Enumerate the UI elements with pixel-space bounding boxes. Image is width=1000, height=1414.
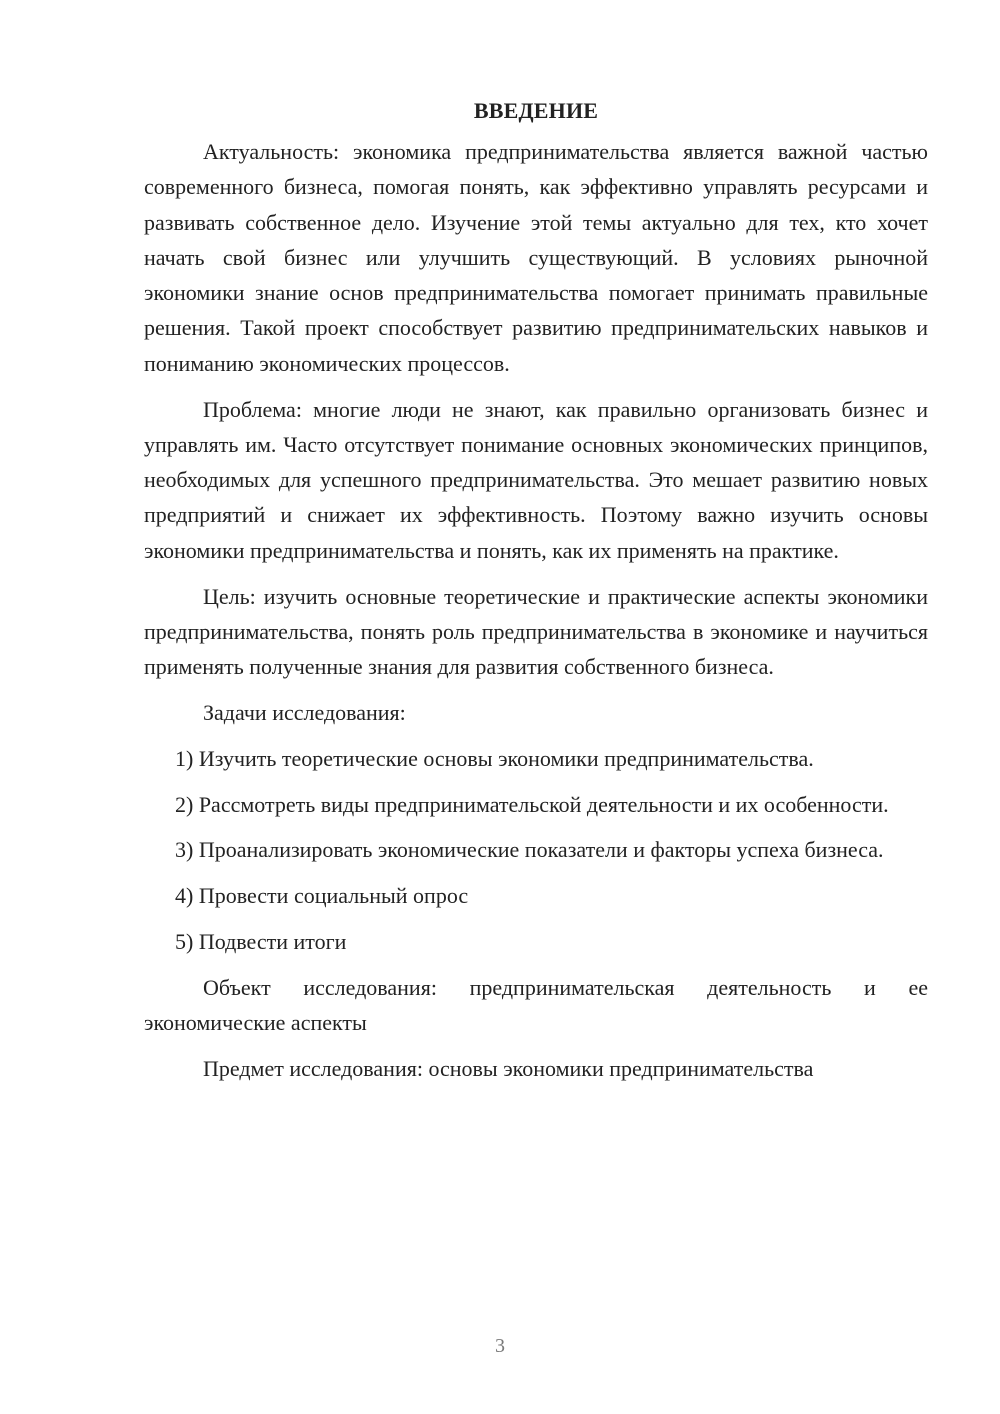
task-item-1: 1) Изучить теоретические основы экономики предпринимательства.	[175, 745, 814, 771]
task-item-2: 2) Рассмотреть виды предпринимательской деятельности и их особенности.	[175, 791, 889, 817]
goal-paragraph: Цель: изучить основные теоретические и практические аспекты экономики предпринимательства, понять роль предпринимательства в экономике и научиться применять полученные знания для развития собственного бизнеса.	[144, 583, 928, 680]
page-content	[144, 94, 928, 1086]
page-title: ВВЕДЕНИЕ	[473, 98, 599, 123]
tasks-heading: Задачи исследования:	[203, 699, 406, 725]
object-paragraph: Объект исследования: предпринимательская деятельность и ее экономические аспекты	[144, 974, 928, 1036]
task-item-4: 4) Провести социальный опрос	[175, 883, 469, 909]
problem-paragraph: Проблема: многие люди не знают, как правильно организовать бизнес и управлять им. Часто отсутствует понимание основных экономических принципов, необходимых для успешного предпринимательства. Это мешает развитию новых предприятий и снижает их эффективность. Поэтому важно изучить основы экономики предпринимательства и понять, как их применять на практике.	[144, 396, 928, 563]
subject-paragraph: Предмет исследования: основы экономики предпринимательства	[203, 1055, 814, 1081]
task-item-5: 5) Подвести итоги	[175, 928, 347, 954]
task-item-3: 3) Проанализировать экономические показатели и факторы успеха бизнеса.	[175, 837, 884, 863]
page-number: 3	[495, 1335, 505, 1357]
relevance-paragraph: Актуальность: экономика предпринимательства является важной частью современного бизнеса, помогая понять, как эффективно управлять ресурсами и развивать собственное дело. Изучение этой темы актуально для тех, кто хочет начать свой бизнес или улучшить существующий. В условиях рыночной экономики знание основ предпринимательства помогает принимать правильные решения. Такой проект способствует развитию предпринимательских навыков и пониманию экономических процессов.	[144, 139, 928, 376]
